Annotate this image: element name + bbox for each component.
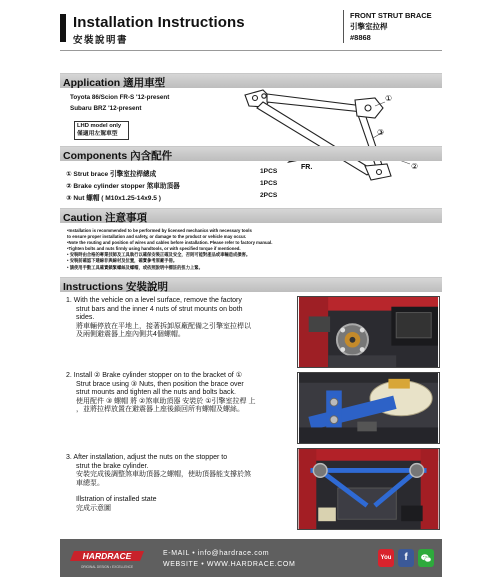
caution-line: • 請使用手動工具確實鎖緊螺絲及螺帽，或依照說明中標註的扭力上緊。 (67, 264, 203, 270)
contact-info (163, 548, 295, 570)
front-label: FR. (301, 164, 313, 171)
step-1-en-line: sides. (76, 314, 95, 322)
step-2-cn-line: 使用配件 ③ 螺帽 將 ②煞車助頂器 安裝於 ①引擎室拉桿 上 (76, 397, 256, 405)
step-2-en-line: strut mounts and tighten all the nuts and bolts back. (76, 389, 236, 397)
header-accent-bar (60, 14, 66, 42)
wechat-icon[interactable] (418, 549, 434, 567)
step-2-photo (297, 372, 440, 444)
lhd-notice-en: LHD model only (77, 123, 122, 129)
component-item-3: ③ Nut 螺帽 ( M10x1.25-14x9.5 ) (66, 195, 161, 202)
component-qty-2: 1PCS (260, 180, 278, 187)
youtube-icon[interactable]: You (378, 549, 394, 567)
step-1-en-line: 1. With the vehicle on a level surface, remove the factory (66, 297, 242, 304)
caution-line: • 安裝前確認下建線非與線材及位置，確實參考原廠手冊。 (67, 258, 178, 264)
facebook-icon[interactable]: f (398, 549, 414, 567)
main-bar (267, 94, 363, 112)
product-info (343, 10, 438, 43)
step-1-cn-line: 將車輛停放在平地上，接著拆卸原廠配備之引擎室拉桿以 (76, 322, 251, 330)
brand-tagline: ORIGINAL DESIGN • EXCELLENCE (80, 565, 134, 569)
footer-bar (60, 539, 442, 577)
step-1-photo (297, 296, 440, 368)
part-number: #8868 (350, 33, 371, 42)
step-2-cn-line: ，並將拉桿放置在避震器上座後鎖回所有螺帽及螺絲。 (76, 406, 244, 414)
diagram-callout-1: ① (385, 94, 393, 103)
components-heading: Components 內含配件 (63, 150, 173, 162)
product-name: FRONT STRUT BRACE (350, 11, 432, 20)
website-label: WEBSITE (163, 561, 199, 568)
illustration-caption-en: Illstration of installed state (76, 496, 157, 504)
page-title: Installation Instructions (73, 14, 245, 31)
step-2-en-line: 2. Install ② Brake cylinder stopper on to the bracket of ① (66, 372, 242, 379)
caution-list (67, 228, 437, 271)
installed-state-photo (297, 448, 440, 530)
caution-heading-bar (60, 208, 442, 223)
caution-line: •Installation is recommended to be performed by licensed mechanics with necessary tools (67, 228, 252, 233)
diagram-callout-2: ② (411, 162, 419, 171)
right-mount-bolt (365, 105, 371, 111)
step-1-en-line: strut bars and the inner 4 nuts of strut mounts on both (76, 305, 243, 313)
brand-name: HARDRACE (82, 551, 132, 562)
components-heading-bar (60, 146, 442, 161)
step-3-cn-line: 車總泵。 (76, 479, 104, 487)
component-qty-3: 2PCS (260, 192, 278, 199)
step-3-en-line: strut the brake cylinder. (76, 462, 149, 470)
website-url[interactable]: WWW.HARDRACE.COM (206, 561, 296, 568)
step-2 (66, 372, 281, 415)
caution-line: •Note the routing and position of wires and cables before installation. Please refer to factory manual. (67, 240, 273, 246)
instructions-heading: Instructions 安裝說明 (63, 281, 169, 293)
email-address[interactable]: info@hardrace.com (197, 550, 270, 557)
step-1 (66, 297, 281, 340)
email-line: E-MAIL • info@hardrace.com (163, 550, 270, 557)
step-1-cn-line: 及兩側避震器上座內側共4個螺帽。 (76, 331, 185, 339)
left-mount-bolt (262, 94, 266, 98)
caution-line: • 安裝時由合格的專業技師及工具執行以確保安裝正確及安全，否則可能對產品或車輛造成損害。 (67, 252, 251, 258)
diagram-callout-3: ③ (377, 128, 385, 137)
component-qty-1: 1PCS (260, 168, 278, 175)
step-3-en-line: 3. After installation, adjust the nuts on the stopper to (66, 454, 228, 461)
header-divider (60, 50, 442, 51)
component-item-2: ② Brake cylinder stopper 煞車助頂器 (66, 183, 180, 190)
component-item-1: ① Strut brace 引擎室拉桿總成 (66, 171, 157, 178)
step-2-en-line: Strut brace using ③ Nuts, then position the brace over (76, 380, 244, 388)
caution-heading: Caution 注意事項 (63, 212, 147, 224)
caution-line: •Tighten bolts and nuts firmly using handtools, or with specified torque if mentioned. (67, 246, 241, 252)
vehicle-1: Toyota 86/Scion FR-S '12-present (70, 94, 170, 101)
lhd-notice-box (74, 121, 129, 140)
illustration-caption-cn: 完成示意圖 (76, 504, 111, 512)
lhd-notice-cn: 僅適用左駕車型 (77, 130, 118, 137)
page-subtitle-cn: 安裝說明書 (73, 35, 129, 46)
step-3-cn-line: 安裝完成後調整煞車助頂器之螺帽，使助頂器能支撐於煞 (76, 471, 251, 479)
bottom-mount-bolt (377, 170, 382, 175)
instructions-heading-bar (60, 277, 442, 292)
vehicle-2: Subaru BRZ '12-present (70, 105, 142, 112)
hardrace-logo (66, 547, 150, 571)
email-label: E-MAIL (163, 550, 190, 557)
left-mount-bolt (253, 96, 258, 101)
step-3 (66, 454, 281, 514)
website-line: WEBSITE • WWW.HARDRACE.COM (163, 561, 296, 568)
application-heading: Application 適用車型 (63, 77, 166, 89)
lower-bar (257, 102, 373, 175)
product-name-cn: 引擎室拉桿 (350, 22, 388, 31)
caution-line: to ensure proper installation and safety, or damage to the product or vehicle may occur. (67, 234, 247, 240)
